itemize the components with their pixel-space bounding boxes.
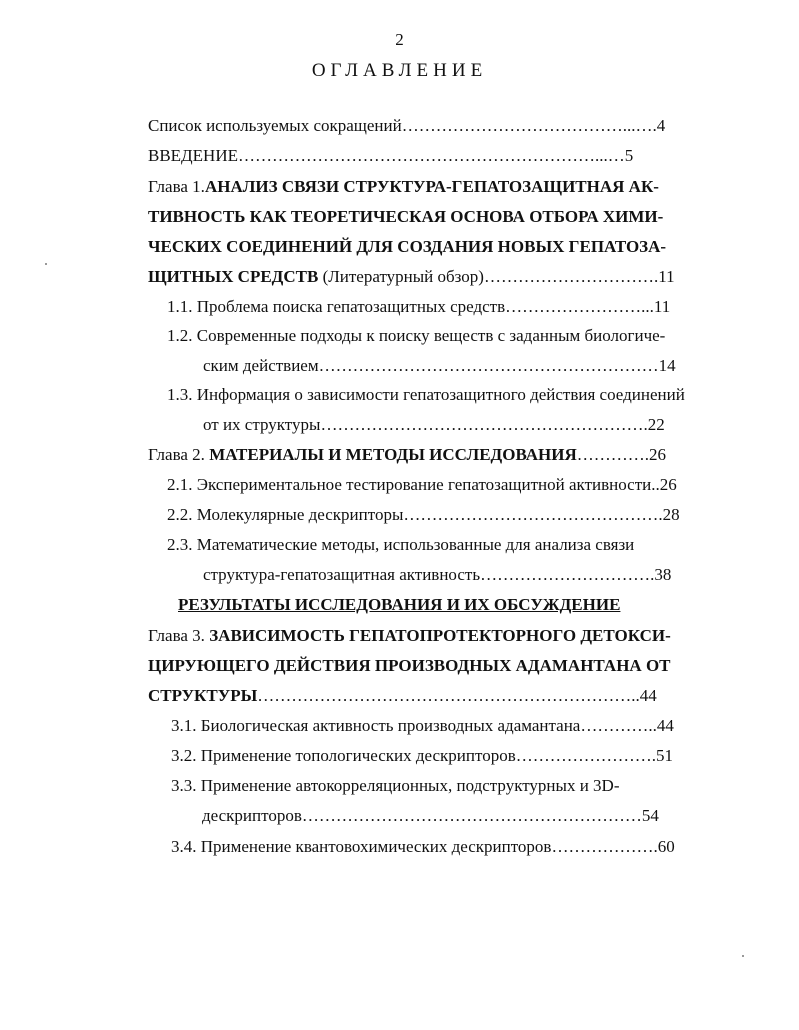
toc-page-number: 11 <box>653 297 671 316</box>
scan-speck <box>45 263 47 265</box>
page-title: ОГЛАВЛЕНИЕ <box>311 60 488 81</box>
page-number: 2 <box>395 30 404 49</box>
toc-entry-text: 3.2. Применение топологических дескрипторов <box>171 746 516 765</box>
toc-entry-text: структура-гепатозащитная активность <box>203 565 481 584</box>
toc-leader-dots: ………………………………………………………...… <box>237 146 625 165</box>
toc-section-1-2-line-1[interactable]: 1.2. Современные подходы к поиску веществ с заданным биологиче- <box>167 326 666 345</box>
toc-section-3-3-line-1[interactable]: 3.3. Применение автокорреляционных, подструктурных и 3D- <box>171 776 620 795</box>
chapter-prefix: Глава 1. <box>148 177 205 196</box>
chapter-title: ЩИТНЫХ СРЕДСТВ <box>148 267 319 286</box>
toc-leader-dots: …………………………. <box>480 565 655 584</box>
toc-entry-introduction[interactable] <box>148 145 633 167</box>
toc-chapter-1-line-3: ЧЕСКИХ СОЕДИНЕНИЙ ДЛЯ СОЗДАНИЯ НОВЫХ ГЕПАТОЗА- <box>148 237 667 256</box>
toc-page-number: 4 <box>656 116 666 135</box>
toc-page-number: 14 <box>658 356 676 375</box>
toc-chapter-3-line-1[interactable] <box>148 625 671 647</box>
toc-page-number: 11 <box>658 267 675 286</box>
toc-section-3-3-line-2[interactable] <box>202 805 659 827</box>
toc-entry-text: ВВЕДЕНИЕ <box>148 146 238 165</box>
toc-section-1-3-line-2[interactable] <box>203 414 665 436</box>
toc-section-3-1[interactable] <box>171 715 674 737</box>
toc-chapter-1-line-2: ТИВНОСТЬ КАК ТЕОРЕТИЧЕСКАЯ ОСНОВА ОТБОРА ХИМИ- <box>148 207 664 226</box>
toc-leader-dots: …………. <box>576 445 649 464</box>
toc-page-number: 54 <box>641 806 659 825</box>
toc-leader-dots: ………………. <box>551 837 658 856</box>
toc-section-1-2-line-2[interactable] <box>203 355 676 377</box>
toc-entry-text: 2.2. Молекулярные дескрипторы <box>167 505 404 524</box>
toc-page-number: 26 <box>648 445 666 464</box>
toc-section-3-4[interactable] <box>171 836 675 858</box>
toc-chapter-2[interactable] <box>148 444 666 466</box>
chapter-title: МАТЕРИАЛЫ И МЕТОДЫ ИССЛЕДОВАНИЯ <box>209 445 577 464</box>
toc-entry-text: ским действием <box>203 356 319 375</box>
chapter-title: АНАЛИЗ СВЯЗИ СТРУКТУРА-ГЕПАТОЗАЩИТНАЯ АК- <box>204 177 659 196</box>
scan-speck <box>742 955 744 957</box>
toc-entry-text: от их структуры <box>203 415 321 434</box>
toc-chapter-3-line-3[interactable] <box>148 685 657 707</box>
toc-leader-dots: …………………………………...…. <box>401 116 657 135</box>
toc-leader-dots: …………………………………………………… <box>318 356 659 375</box>
toc-entry-text: Список используемых сокращений <box>148 116 402 135</box>
toc-entry-text: 1.1. Проблема поиска гепатозащитных средств <box>167 297 506 316</box>
toc-leader-dots: ………….. <box>580 716 657 735</box>
toc-page-number: 44 <box>656 716 674 735</box>
toc-page-number: 38 <box>654 565 672 584</box>
toc-entry-text: 3.4. Применение квантовохимических дескрипторов <box>171 837 552 856</box>
toc-entry-abbreviations[interactable] <box>148 115 665 137</box>
toc-page-number: 5 <box>624 146 634 165</box>
toc-section-2-2[interactable] <box>167 504 680 526</box>
toc-chapter-1-line-1[interactable] <box>148 176 659 198</box>
chapter-prefix: Глава 3. <box>148 626 210 645</box>
toc-entry-text: 2.1. Экспериментальное тестирование гепатозащитной активности.. <box>167 475 660 494</box>
toc-leader-dots: ………………………………………. <box>403 505 663 524</box>
toc-section-2-3-line-2[interactable] <box>203 564 671 586</box>
toc-chapter-1-line-4[interactable] <box>148 266 675 288</box>
toc-page-number: 51 <box>655 746 673 765</box>
toc-section-3-2[interactable] <box>171 745 673 767</box>
results-heading[interactable]: РЕЗУЛЬТАТЫ ИССЛЕДОВАНИЯ И ИХ ОБСУЖДЕНИЕ <box>178 595 621 614</box>
toc-section-1-1[interactable] <box>167 296 670 318</box>
toc-section-1-3-line-1[interactable]: 1.3. Информация о зависимости гепатозащитного действия соединений <box>167 385 685 404</box>
toc-leader-dots: ……………………. <box>515 746 656 765</box>
toc-entry-text: дескрипторов <box>202 806 302 825</box>
toc-page-number: 22 <box>647 415 665 434</box>
toc-page-number: 60 <box>657 837 675 856</box>
chapter-title: ЗАВИСИМОСТЬ ГЕПАТОПРОТЕКТОРНОГО ДЕТОКСИ- <box>209 626 671 645</box>
toc-page-number: 44 <box>639 686 657 705</box>
chapter-title: СТРУКТУРЫ <box>148 686 258 705</box>
toc-section-2-1[interactable] <box>167 474 677 496</box>
toc-chapter-3-line-2: ЦИРУЮЩЕГО ДЕЙСТВИЯ ПРОИЗВОДНЫХ АДАМАНТАНА ОТ <box>148 656 671 675</box>
toc-leader-dots: ……………………... <box>505 297 654 316</box>
toc-leader-dots: ………………………………………………………….. <box>257 686 640 705</box>
toc-entry-text: 3.1. Биологическая активность производных адамантана <box>171 716 581 735</box>
toc-section-2-3-line-1[interactable]: 2.3. Математические методы, использованные для анализа связи <box>167 535 635 554</box>
toc-leader-dots: …………………………………………………… <box>301 806 642 825</box>
toc-leader-dots: …………………………………………………. <box>320 415 648 434</box>
chapter-subtitle: (Литературный обзор) <box>318 267 484 286</box>
toc-page-number: 26 <box>659 475 677 494</box>
toc-leader-dots: …………………………. <box>483 267 659 286</box>
toc-page-number: 28 <box>662 505 680 524</box>
chapter-prefix: Глава 2. <box>148 445 210 464</box>
